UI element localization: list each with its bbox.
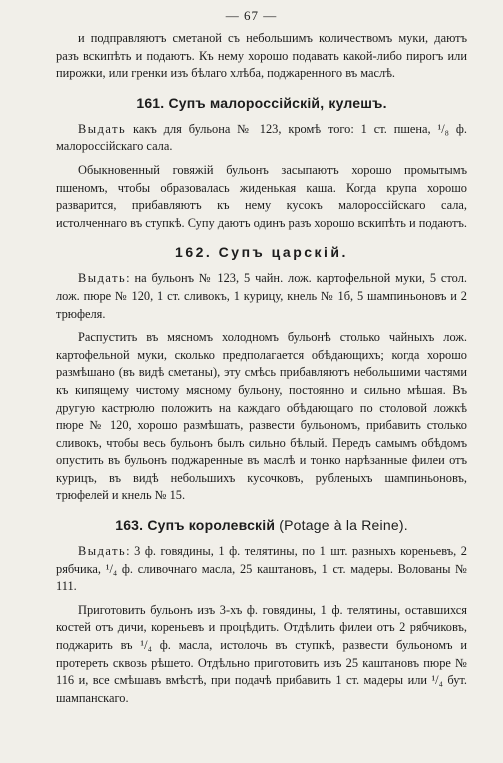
recipe-163-instructions: Приготовить бульонъ изъ 3-хъ ф. говядины, 1 ф. телятины, оставшихся костей отъ дичи, кореньевъ и процѣдить. Отдѣлить филеи отъ 2 рябчиковъ, поджарить въ ¹/₄ ф. масла, истолочь въ ступкѣ, развести бульономъ и протереть сквозь рѣшето. Отдѣльно приготовить изъ 25 каштановъ пюре № 116 и, все смѣшавъ вмѣстѣ, при подачѣ прибавить 1 ст. мадеры или ¹/₄ бут. шампанскаго. [56,602,467,705]
recipe-162-title: 162. Супъ царскій. [175,244,348,261]
recipe-162-ingredients: Выдать: на бульонъ № 123, 5 чайн. лож. картофельной муки, 5 стол. лож. пюре № 120, 1 ст. сливокъ, 1 курицу, кнель № 1б, 5 шампиньоновъ и 2 трюфеля. [56,271,467,321]
recipe-161-instructions: Обыкновенный говяжій бульонъ засыпаютъ хорошо промытымъ пшеномъ, чтобы образовалась жиденькая каша. Когда крупа хорошо разварится, прибавляютъ къ нему кусокъ малороссійскаго сала, истолченнаго въ ступкѣ. Супу даютъ одинъ разъ хорошо вскипѣть и подаютъ. [56,162,468,230]
issue-label: Выдать [78,544,127,559]
page-number: — 67 — [225,8,278,23]
issue-label: Выдать [78,121,127,136]
recipe-161-ingredients: Выдать какъ для бульона № 123, кромѣ того: 1 ст. пшена, ¹/₈ ф. малороссійскаго сала. [56,121,467,154]
recipe-162-instructions: Распустить въ мясномъ холодномъ бульонѣ столько чайныхъ лож. картофельной муки, сколько предполагается обѣдающихъ; когда хорошо размѣшано (въ видѣ сметаны), эту смѣсь прибавляютъ небольшими частями къ кипящему чистому мясному бульону, постоянно и сильно мѣшая. Въ другую кастрюлю положить на каждаго обѣдающаго по столовой ложкѣ пюре № 120, хорошо размѣшать, развести бульономъ, прибавить столько сливокъ, чтобы весь бульонъ былъ сильно бѣлый. Передъ самымъ обѣдомъ опустить въ бульонъ поджаренные въ маслѣ и тонко нарѣзанные филеи отъ курицъ, въ видѣ небольшихъ кусочковъ, рубленыхъ шампиньоновъ, трюфелей и кнель № 15. [56,330,467,503]
intro-paragraph: и подправляютъ сметаной съ небольшимъ количествомъ муки, даютъ разъ вскипѣть и подаютъ. Къ нему хорошо подавать какой-либо пирогъ или пирожки, или гренки изъ бѣлаго хлѣба, поджаренного въ маслѣ. [56,31,467,81]
issue-label: Выдать [78,271,127,286]
recipe-163-ingredients: Выдать: 3 ф. говядины, 1 ф. телятины, по 1 шт. разныхъ кореньевъ, 2 рябчика, ¹/₄ ф. сливочнаго масла, 25 каштановъ, 1 ст. мадеры. Волованы № 111. [56,544,467,594]
recipe-161-title: 161. Супъ малороссійскій, кулешъ. [136,94,387,111]
recipe-163-title: 163. Супъ королевскій (Potage à la Reine). [115,517,408,534]
